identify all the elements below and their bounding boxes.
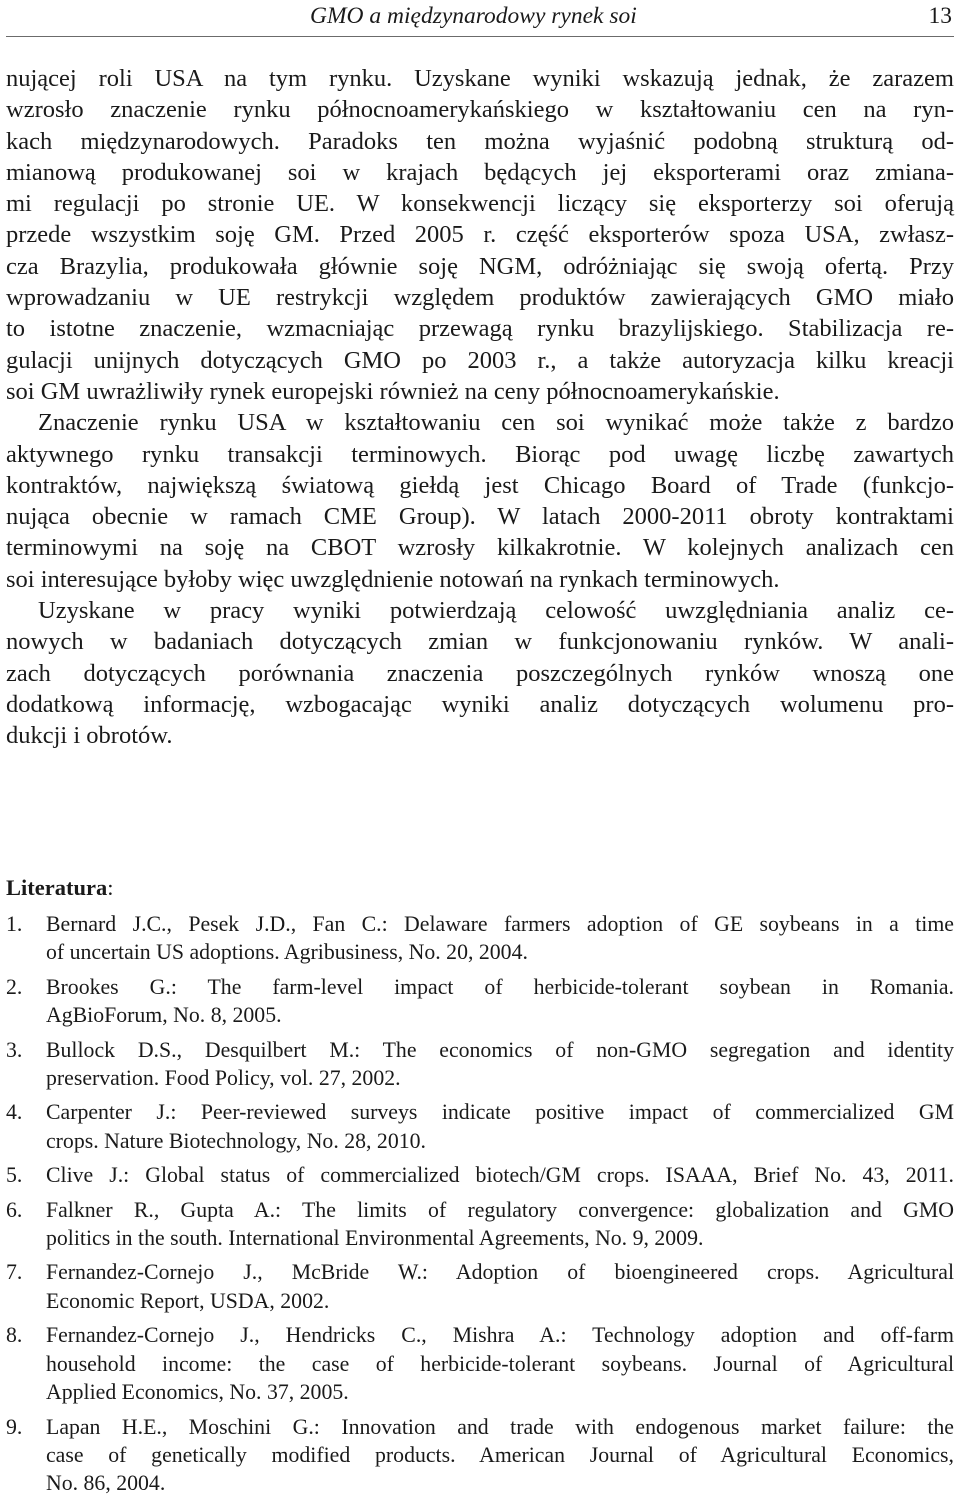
- running-header: [6, 0, 954, 37]
- reference-item: [6, 1161, 954, 1189]
- reference-line: of uncertain US adoptions. Agribusiness, No. 20, 2004.: [46, 940, 528, 965]
- text-line: to istotne znaczenie, wzmacniając przewagą rynku brazylijskiego. Stabilizacja re-: [6, 315, 954, 343]
- reference-line: No. 86, 2004.: [46, 1471, 166, 1496]
- reference-item: [6, 1321, 954, 1406]
- text-line: nowych w badaniach dotyczących zmian w funkcjonowaniu rynków. W anali-: [6, 628, 954, 656]
- reference-line: politics in the south. International Environmental Agreements, No. 9, 2009.: [46, 1226, 704, 1251]
- text-line: nująca obecnie w ramach CME Group). W latach 2000-2011 obroty kontraktami: [6, 503, 954, 531]
- reference-number: 2.: [6, 974, 23, 999]
- reference-text: [46, 1098, 954, 1155]
- paragraph-1: [6, 63, 954, 407]
- reference-line: Applied Economics, No. 37, 2005.: [46, 1380, 349, 1405]
- paragraph-2: [6, 407, 954, 595]
- reference-line: Bullock D.S., Desquilbert M.: The economics of non-GMO segregation and identity: [46, 1037, 954, 1062]
- running-title: GMO a międzynarodowy rynek soi: [310, 3, 637, 29]
- page-number: 13: [928, 3, 952, 29]
- reference-number: 7.: [6, 1260, 23, 1285]
- text-line: terminowymi na soję na CBOT wzrosły kilkakrotnie. W kolejnych analizach cen: [6, 534, 954, 562]
- reference-line: Fernandez-Cornejo J., McBride W.: Adoption of bioengineered crops. Agricultural: [46, 1260, 954, 1285]
- reference-number: 1.: [6, 912, 23, 936]
- text-line: mianową produkowanej soi w krajach będących jej eksporterami oraz zmiana-: [6, 158, 954, 186]
- text-line: przede wszystkim soję GM. Przed 2005 r. część eksporterów spoza USA, zwłasz-: [6, 221, 954, 249]
- reference-line: crops. Nature Biotechnology, No. 28, 2010.: [46, 1128, 426, 1153]
- text-line: dodatkową informację, wzbogacając wyniki analiz dotyczących wolumenu pro-: [6, 690, 954, 718]
- text-line: kontraktów, największą światową giełdą jest Chicago Board of Trade (funkcjo-: [6, 471, 954, 499]
- reference-line: Fernandez-Cornejo J., Hendricks C., Mishra A.: Technology adoption and off-farm: [46, 1323, 954, 1348]
- reference-item: [6, 1098, 954, 1155]
- reference-line: household income: the case of herbicide-tolerant soybeans. Journal of Agricultural: [46, 1351, 954, 1376]
- reference-text: [46, 1413, 954, 1498]
- body-text: [6, 63, 954, 752]
- reference-line: AgBioForum, No. 8, 2005.: [46, 1003, 282, 1028]
- reference-number: 6.: [6, 1197, 23, 1222]
- reference-item: [6, 973, 954, 1030]
- reference-line: Lapan H.E., Moschini G.: Innovation and trade with endogenous market failure: the: [46, 1414, 954, 1439]
- text-line: aktywnego rynku transakcji terminowych. Biorąc pod uwagę liczbę zawartych: [6, 440, 954, 468]
- text-line: Znaczenie rynku USA w kształtowaniu cen soi wynikać może także z bardzo: [38, 409, 954, 437]
- text-line: Uzyskane w pracy wyniki potwierdzają celowość uwzględniania analiz ce-: [38, 597, 954, 625]
- literature-heading-label: Literatura: [6, 875, 108, 900]
- reference-list: [6, 910, 954, 1504]
- reference-line: Brookes G.: The farm-level impact of herbicide-tolerant soybean in Romania.: [46, 974, 954, 999]
- text-line: mi regulacji po stronie UE. W konsekwencji liczący się eksporterzy soi oferują: [6, 190, 954, 218]
- text-line: wzrosło znaczenie rynku północnoamerykańskiego w kształtowaniu cen na ryn-: [6, 96, 954, 124]
- reference-number: 8.: [6, 1323, 23, 1348]
- text-line: soi interesujące byłoby więc uwzględnienie notowań na rynkach terminowych.: [6, 565, 780, 593]
- reference-text: [46, 973, 954, 1030]
- reference-text: [46, 1036, 954, 1093]
- reference-line: Clive J.: Global status of commercialized biotech/GM crops. ISAAA, Brief No. 43, 2011.: [46, 1163, 954, 1188]
- reference-line: Bernard J.C., Pesek J.D., Fan C.: Delaware farmers adoption of GE soybeans in a time: [46, 912, 954, 936]
- reference-line: preservation. Food Policy, vol. 27, 2002.: [46, 1066, 401, 1091]
- reference-text: [46, 1258, 954, 1315]
- reference-text: [46, 1161, 954, 1189]
- text-line: soi GM uwrażliwiły rynek europejski również na ceny północnoamerykańskie.: [6, 377, 780, 405]
- literature-heading: [6, 874, 113, 902]
- reference-item: [6, 1036, 954, 1093]
- reference-number: 5.: [6, 1163, 23, 1188]
- text-line: zach dotyczących porównania znaczenia poszczególnych rynków wnoszą one: [6, 659, 954, 687]
- reference-line: Carpenter J.: Peer-reviewed surveys indicate positive impact of commercialized GM: [46, 1100, 954, 1125]
- reference-item: [6, 1258, 954, 1315]
- text-line: cza Brazylia, produkowała głównie soję NGM, odróżniając się swoją ofertą. Przy: [6, 252, 954, 280]
- reference-item: [6, 1413, 954, 1498]
- text-line: wprowadzaniu w UE restrykcji względem produktów zawierających GMO miało: [6, 284, 954, 312]
- reference-item: [6, 910, 954, 967]
- reference-line: case of genetically modified products. American Journal of Agricultural Economics,: [46, 1442, 954, 1467]
- reference-item: [6, 1196, 954, 1253]
- reference-text: [46, 1196, 954, 1253]
- text-line: nującej roli USA na tym rynku. Uzyskane wyniki wskazują jednak, że zarazem: [6, 65, 954, 92]
- text-line: kach międzynarodowych. Paradoks ten można wyjaśnić podobną strukturą od-: [6, 127, 954, 155]
- reference-number: 4.: [6, 1100, 23, 1125]
- text-line: gulacji unijnych dotyczących GMO po 2003 r., a także autoryzacja kilku kreacji: [6, 346, 954, 374]
- literature-heading-colon: :: [107, 875, 114, 900]
- reference-number: 9.: [6, 1414, 23, 1439]
- reference-number: 3.: [6, 1037, 23, 1062]
- text-line: dukcji i obrotów.: [6, 722, 173, 750]
- reference-text: [46, 1321, 954, 1406]
- reference-line: Economic Report, USDA, 2002.: [46, 1288, 330, 1313]
- paragraph-3: [6, 595, 954, 751]
- reference-text: [46, 910, 954, 967]
- reference-line: Falkner R., Gupta A.: The limits of regulatory convergence: globalization and GMO: [46, 1197, 954, 1222]
